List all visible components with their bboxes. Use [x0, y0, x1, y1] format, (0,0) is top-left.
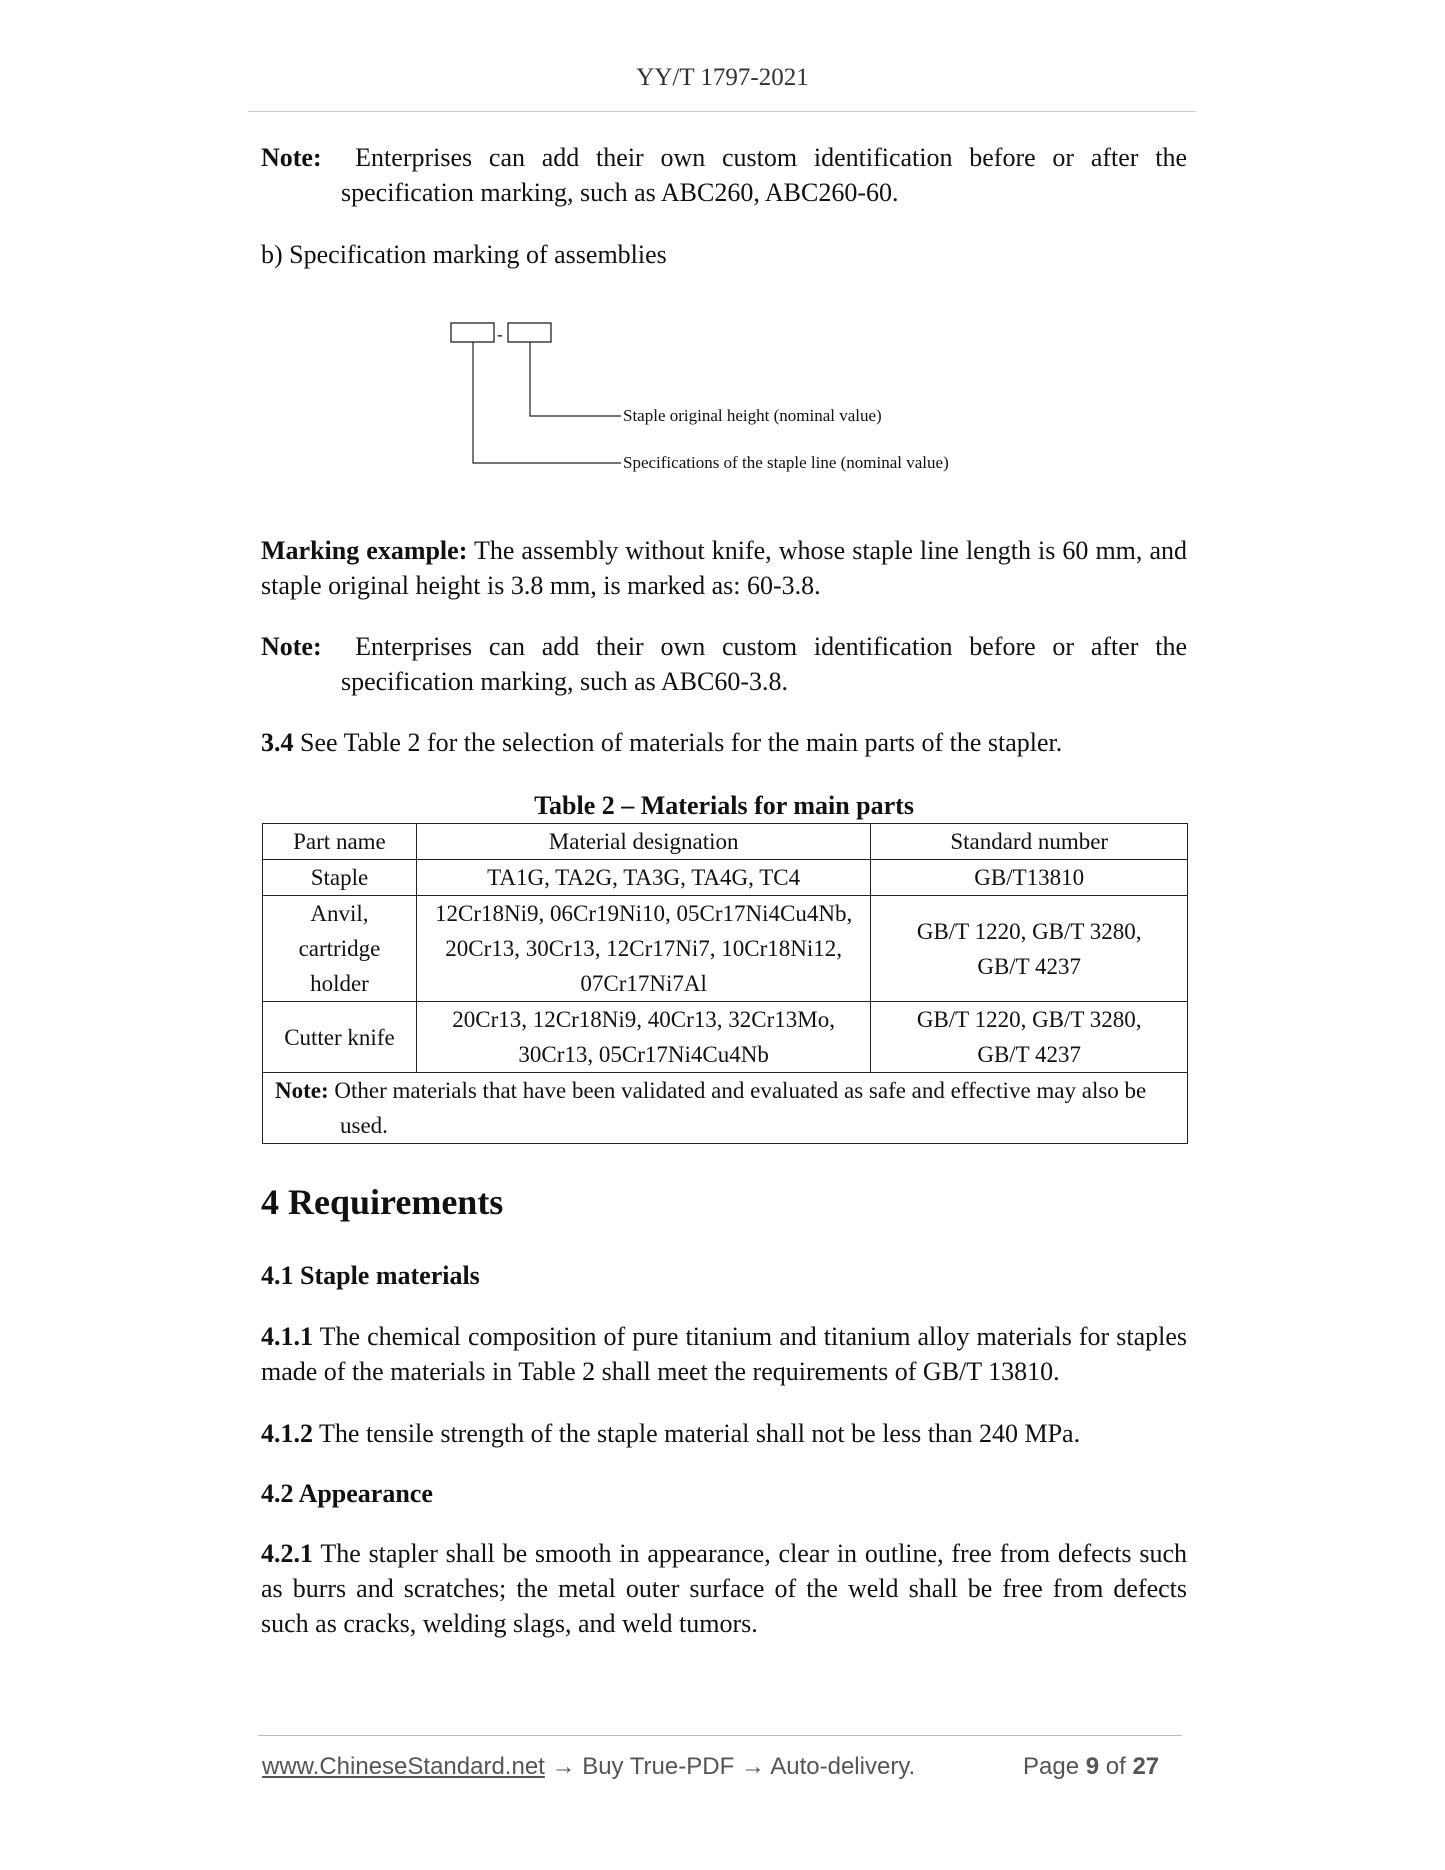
clause-3-4 [261, 725, 1187, 760]
current-page: 9 [1085, 1753, 1100, 1780]
footer-divider [258, 1735, 1182, 1736]
height-box [508, 323, 551, 342]
label-staple-line: Specifications of the staple line (nominal value) [623, 453, 949, 472]
cell-part: Anvil, cartridge holder [263, 896, 417, 1002]
cell-standard: GB/T 1220, GB/T 3280, GB/T 4237 [871, 1002, 1188, 1073]
cell-standard: GB/T13810 [871, 860, 1188, 896]
marking-example-text: The assembly without knife, whose staple line length is 60 mm, and staple original height is 3.8 mm, is marked as: 60-3.8. [261, 536, 1187, 600]
height-leader-line [530, 342, 621, 416]
clause-4-1-2-num: 4.1.2 [261, 1419, 313, 1448]
note-1-label: Note: [261, 143, 322, 172]
clause-4-1-2-text: The tensile strength of the staple material shall not be less than 240 MPa. [319, 1419, 1081, 1448]
cell-material: 20Cr13, 12Cr18Ni9, 40Cr13, 32Cr13Mo, 30Cr13, 05Cr17Ni4Cu4Nb [416, 1002, 871, 1073]
table-note-text: Other materials that have been validated and evaluated as safe and effective may also be used. [334, 1078, 1147, 1138]
note-2 [261, 629, 1187, 699]
header-part-name: Part name [263, 824, 417, 860]
note-2-text: Enterprises can add their own custom identification before or after the specification marking, such as ABC60-3.8. [341, 632, 1187, 696]
marking-example [261, 533, 1187, 603]
document-header [0, 64, 1445, 92]
marking-example-label: Marking example: [261, 536, 468, 565]
clause-4-2-1-text: The stapler shall be smooth in appearance, clear in outline, free from defects such as burrs and scratches; the metal outer surface of the weld shall be free from defects such as cracks, welding slags, and weld tumors. [261, 1539, 1188, 1638]
subsection-4-1-heading: 4.1 Staple materials [261, 1261, 480, 1290]
materials-table [262, 823, 1188, 1144]
footer-links [262, 1753, 915, 1781]
line-spec-box [451, 323, 494, 342]
note-1-text: Enterprises can add their own custom identification before or after the specification marking, such as ABC260, ABC260-60. [341, 143, 1187, 207]
label-staple-height: Staple original height (nominal value) [623, 406, 882, 425]
table-note [263, 1073, 1188, 1144]
cell-part: Cutter knife [263, 1002, 417, 1073]
cell-material: TA1G, TA2G, TA3G, TA4G, TC4 [416, 860, 871, 896]
header-standard: Standard number [871, 824, 1188, 860]
cell-material: 12Cr18Ni9, 06Cr19Ni10, 05Cr17Ni4Cu4Nb, 20Cr13, 30Cr13, 12Cr17Ni7, 10Cr18Ni12, 07Cr17Ni7Al [416, 896, 871, 1002]
arrow-icon: → [740, 1753, 765, 1780]
site-link[interactable]: www.ChineseStandard.net [262, 1753, 545, 1780]
table-header-row [263, 824, 1188, 860]
table-row [263, 896, 1188, 1002]
item-b: b) Specification marking of assemblies [261, 240, 667, 269]
buy-pdf-text: Buy True-PDF [582, 1753, 735, 1780]
clause-3-4-num: 3.4 [261, 728, 294, 757]
header-material: Material designation [416, 824, 871, 860]
clause-4-1-2 [261, 1416, 1187, 1451]
clause-4-1-1-num: 4.1.1 [261, 1322, 313, 1351]
cell-standard: GB/T 1220, GB/T 3280, GB/T 4237 [871, 896, 1188, 1002]
table-note-row [263, 1073, 1188, 1144]
table-row [263, 860, 1188, 896]
subsection-4-2-heading: 4.2 Appearance [261, 1479, 433, 1508]
delivery-text: Auto-delivery. [770, 1753, 916, 1780]
clause-4-2-1 [261, 1536, 1187, 1641]
marking-separator: - [497, 325, 503, 344]
table-2-title: Table 2 – Materials for main parts [534, 791, 914, 820]
table-note-label: Note: [275, 1078, 329, 1103]
note-1 [261, 140, 1187, 210]
clause-3-4-text: See Table 2 for the selection of materials for the main parts of the stapler. [300, 728, 1063, 757]
line-spec-leader-line [473, 342, 621, 463]
clause-4-1-1 [261, 1319, 1187, 1389]
clause-4-1-1-text: The chemical composition of pure titanium and titanium alloy materials for staples made of the materials in Table 2 shall meet the requirements of GB/T 13810. [261, 1322, 1188, 1386]
cell-part: Staple [263, 860, 417, 896]
clause-4-2-1-num: 4.2.1 [261, 1539, 313, 1568]
page-number: Page 9 of 27 [1023, 1753, 1160, 1780]
total-pages: 27 [1132, 1753, 1160, 1780]
header-divider [248, 111, 1196, 112]
section-4-heading: 4 Requirements [261, 1182, 504, 1222]
note-2-label: Note: [261, 632, 322, 661]
document-id: YY/T 1797-2021 [636, 64, 809, 91]
arrow-icon: → [551, 1753, 576, 1780]
table-row [263, 1002, 1188, 1073]
